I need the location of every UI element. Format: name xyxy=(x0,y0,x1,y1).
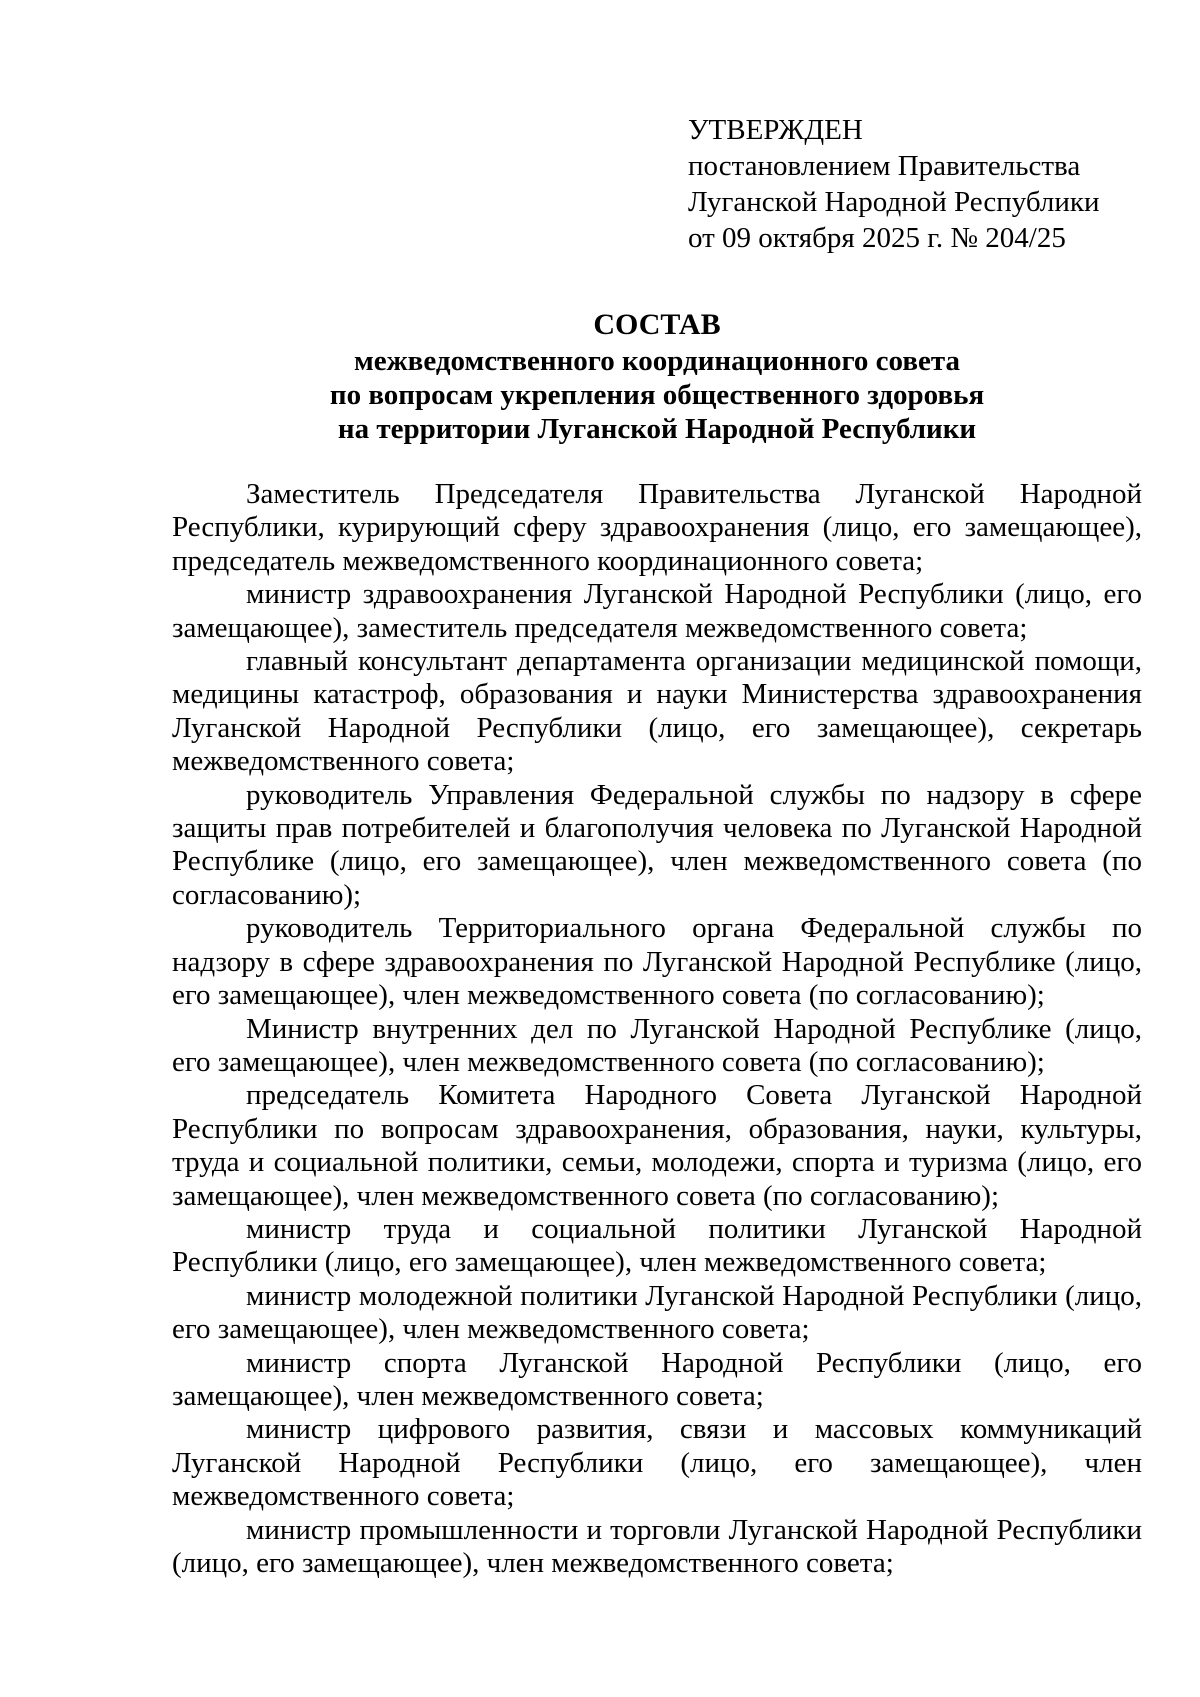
title-line-3: на территории Луганской Народной Республики xyxy=(337,413,977,445)
member-item: руководитель Управления Федеральной службы по надзору в сфере защиты прав потребителей и благополучия человека по Луганской Народной Республике (лицо, его замещающее), член межведомственного совета (по согласованию); xyxy=(172,778,1142,911)
title-line-1: межведомственного координационного совета xyxy=(354,345,960,377)
member-item: главный консультант департамента организации медицинской помощи, медицины катастроф, образования и науки Министерства здравоохранения Луганской Народной Республики (лицо, его замещающее), секретарь межведомственного совета; xyxy=(172,645,1142,778)
title-main: СОСТАВ xyxy=(593,308,721,341)
member-item: Заместитель Председателя Правительства Луганской Народной Республики, курирующий сферу здравоохранения (лицо, его замещающее), председатель межведомственного координационного совета; xyxy=(172,478,1142,577)
approval-authority: Луганской Народной Республики xyxy=(688,186,1100,218)
member-item: министр цифрового развития, связи и массовых коммуникаций Луганской Народной Республики (лицо, его замещающее), член межведомственного совета; xyxy=(172,1413,1142,1513)
members-list xyxy=(172,478,1142,1580)
document-title xyxy=(172,308,1142,446)
member-item: министр здравоохранения Луганской Народной Республики (лицо, его замещающее), заместитель председателя межведомственного совета; xyxy=(172,578,1142,644)
member-item: министр промышленности и торговли Луганской Народной Республики (лицо, его замещающее), член межведомственного совета; xyxy=(172,1513,1142,1579)
member-item: руководитель Территориального органа Федеральной службы по надзору в сфере здравоохранения по Луганской Народной Республике (лицо, его замещающее), член межведомственного совета (по согласованию); xyxy=(172,912,1142,1012)
member-item: председатель Комитета Народного Совета Луганской Народной Республики по вопросам здравоохранения, образования, науки, культуры, труда и социальной политики, семьи, молодежи, спорта и туризма (лицо, его замещающее), член межведомственного совета (по согласованию); xyxy=(172,1079,1142,1212)
member-item: министр спорта Луганской Народной Республики (лицо, его замещающее), член межведомственного совета; xyxy=(172,1346,1142,1412)
approval-heading: УТВЕРЖДЕН xyxy=(688,114,863,146)
approval-stamp xyxy=(688,112,1100,256)
title-line-2: по вопросам укрепления общественного здоровья xyxy=(329,379,985,411)
member-item: Министр внутренних дел по Луганской Народной Республике (лицо, его замещающее), член межведомственного совета (по согласованию); xyxy=(172,1012,1142,1078)
approval-resolution: постановлением Правительства xyxy=(688,150,1081,182)
member-item: министр труда и социальной политики Луганской Народной Республики (лицо, его замещающее), член межведомственного совета; xyxy=(172,1212,1142,1279)
approval-date-number: от 09 октября 2025 г. № 204/25 xyxy=(688,222,1066,254)
member-item: министр молодежной политики Луганской Народной Республики (лицо, его замещающее), член межведомственного совета; xyxy=(172,1279,1142,1346)
